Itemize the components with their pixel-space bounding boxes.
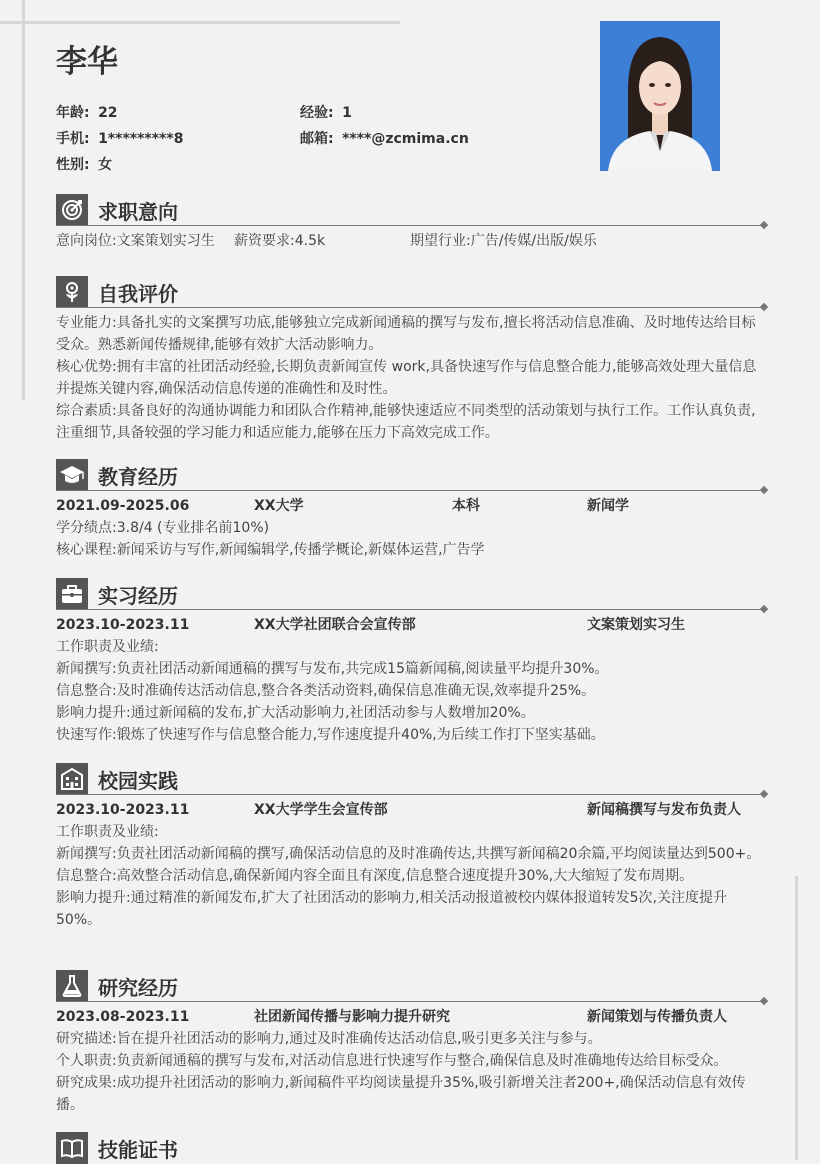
divider-diamond (760, 790, 768, 798)
divider-diamond (760, 997, 768, 1005)
phone-label: 手机: (56, 131, 90, 147)
internship-header-row (56, 614, 764, 636)
campus-header-row (56, 799, 764, 821)
section-divider (56, 225, 764, 226)
research-date: 2023.08-2023.11 (56, 1009, 190, 1025)
self-eval-line: 核心优势:拥有丰富的社团活动经验,长期负责新闻宣传 work,具备快速写作与信息整合能力,能够高效处理大量信息并提炼关键内容,确保活动信息传递的准确性和及时性。 (56, 359, 757, 397)
campus-role: 新闻稿撰写与发布负责人 (587, 802, 741, 818)
internship-date: 2023.10-2023.11 (56, 617, 190, 633)
internship-line: 快速写作:锻炼了快速写作与信息整合能力,写作速度提升40%,为后续工作打下坚实基础。 (56, 727, 605, 743)
campus-line: 工作职责及业绩: (56, 824, 159, 840)
campus-date: 2023.10-2023.11 (56, 802, 190, 818)
intent-industry: 期望行业:广告/传媒/出版/娱乐 (410, 233, 597, 249)
internship-role: 文案策划实习生 (587, 617, 685, 633)
briefcase-icon (56, 578, 88, 610)
phone-value: 1*********8 (98, 131, 184, 147)
divider-diamond (760, 221, 768, 229)
section-divider (56, 794, 764, 795)
experience-label: 经验: (300, 105, 334, 121)
education-degree: 本科 (452, 498, 480, 514)
campus-line: 影响力提升:通过精准的新闻发布,扩大了社团活动的影响力,相关活动报道被校内媒体报道转发5次,关注度提升50%。 (56, 890, 727, 928)
internship-line: 新闻撰写:负责社团活动新闻通稿的撰写与发布,共完成15篇新闻稿,阅读量平均提升30%。 (56, 661, 609, 677)
divider-diamond (760, 486, 768, 494)
education-school: XX大学 (254, 498, 304, 514)
intent-position: 意向岗位:文案策划实习生 (56, 233, 215, 249)
campus-org: XX大学学生会宣传部 (254, 802, 388, 818)
flask-icon (56, 970, 88, 1002)
section-header (56, 763, 764, 795)
education-line: 学分绩点:3.8/4 (专业排名前10%) (56, 520, 270, 536)
decorative-left-line (22, 0, 25, 400)
section-header (56, 970, 764, 1002)
section-title: 校园实践 (98, 769, 178, 793)
section-header (56, 194, 764, 226)
target-icon (56, 194, 88, 226)
decorative-top-line (0, 21, 400, 24)
email-value: ****@zcmima.cn (342, 131, 469, 147)
section-skills (56, 1132, 764, 1164)
section-title: 求职意向 (98, 200, 178, 224)
self-eval-line: 综合素质:具备良好的沟通协调能力和团队合作精神,能够快速适应不同类型的活动策划与执行工作。工作认真负责,注重细节,具备较强的学习能力和适应能力,能够在压力下高效完成工作。 (56, 403, 756, 441)
research-role: 新闻策划与传播负责人 (587, 1009, 727, 1025)
graduation-cap-icon (56, 459, 88, 491)
book-icon (56, 1132, 88, 1164)
gender-label: 性别: (56, 157, 90, 173)
education-major: 新闻学 (587, 498, 629, 514)
self-eval-line: 专业能力:具备扎实的文案撰写功底,能够独立完成新闻通稿的撰写与发布,擅长将活动信息准确、及时地传达给目标受众。熟悉新闻传播规律,能够有效扩大活动影响力。 (56, 315, 756, 353)
internship-line: 信息整合:及时准确传达活动信息,整合各类活动资料,确保信息准确无误,效率提升25%。 (56, 683, 596, 699)
research-line: 研究成果:成功提升社团活动的影响力,新闻稿件平均阅读量提升35%,吸引新增关注者200+,确保活动信息有效传播。 (56, 1075, 746, 1113)
age-info (56, 102, 118, 122)
research-line: 研究描述:旨在提升社团活动的影响力,通过及时准确传达活动信息,吸引更多关注与参与。 (56, 1031, 602, 1047)
education-date: 2021.09-2025.06 (56, 498, 190, 514)
section-title: 技能证书 (98, 1138, 178, 1162)
experience-value: 1 (342, 105, 352, 121)
divider-diamond (760, 303, 768, 311)
research-line: 个人职责:负责新闻通稿的撰写与发布,对活动信息进行快速写作与整合,确保信息及时准确地传达给目标受众。 (56, 1053, 728, 1069)
portrait-illustration (600, 21, 720, 171)
internship-org: XX大学社团联合会宣传部 (254, 617, 416, 633)
building-icon (56, 763, 88, 795)
section-self-evaluation (56, 276, 764, 444)
internship-line: 工作职责及业绩: (56, 639, 159, 655)
candidate-name: 李华 (56, 44, 118, 80)
section-header (56, 1132, 764, 1164)
education-line: 核心课程:新闻采访与写作,新闻编辑学,传播学概论,新媒体运营,广告学 (56, 542, 485, 558)
education-header-row (56, 495, 764, 517)
divider-diamond (760, 605, 768, 613)
email-info (300, 128, 469, 148)
section-title: 实习经历 (98, 584, 178, 608)
section-header (56, 459, 764, 491)
section-header (56, 276, 764, 308)
section-divider (56, 609, 764, 610)
section-research (56, 970, 764, 1116)
research-header-row (56, 1006, 764, 1028)
experience-info (300, 102, 352, 122)
section-campus-practice (56, 763, 764, 931)
internship-line: 影响力提升:通过新闻稿的发布,扩大活动影响力,社团活动参与人数增加20%。 (56, 705, 535, 721)
campus-line: 信息整合:高效整合活动信息,确保新闻内容全面且有深度,信息整合速度提升30%,大大缩短了发布周期。 (56, 868, 694, 884)
intent-salary: 薪资要求:4.5k (234, 233, 326, 249)
email-label: 邮箱: (300, 131, 334, 147)
section-divider (56, 490, 764, 491)
age-label: 年龄: (56, 105, 90, 121)
section-divider (56, 307, 764, 308)
decorative-right-line (795, 876, 798, 1160)
gender-value: 女 (98, 157, 113, 173)
section-divider (56, 1001, 764, 1002)
intent-row (56, 230, 764, 252)
section-title: 自我评价 (98, 282, 178, 306)
phone-info (56, 128, 183, 148)
section-title: 研究经历 (98, 976, 178, 1000)
profile-photo (600, 21, 720, 171)
section-title: 教育经历 (98, 465, 178, 489)
age-value: 22 (98, 105, 118, 121)
section-education (56, 459, 764, 561)
research-project: 社团新闻传播与影响力提升研究 (254, 1009, 450, 1025)
section-header (56, 578, 764, 610)
gender-info (56, 154, 112, 174)
section-job-intention (56, 194, 764, 252)
campus-line: 新闻撰写:负责社团活动新闻稿的撰写,确保活动信息的及时准确传达,共撰写新闻稿20余篇,平均阅读量达到500+。 (56, 846, 761, 862)
flower-icon (56, 276, 88, 308)
section-internship (56, 578, 764, 746)
